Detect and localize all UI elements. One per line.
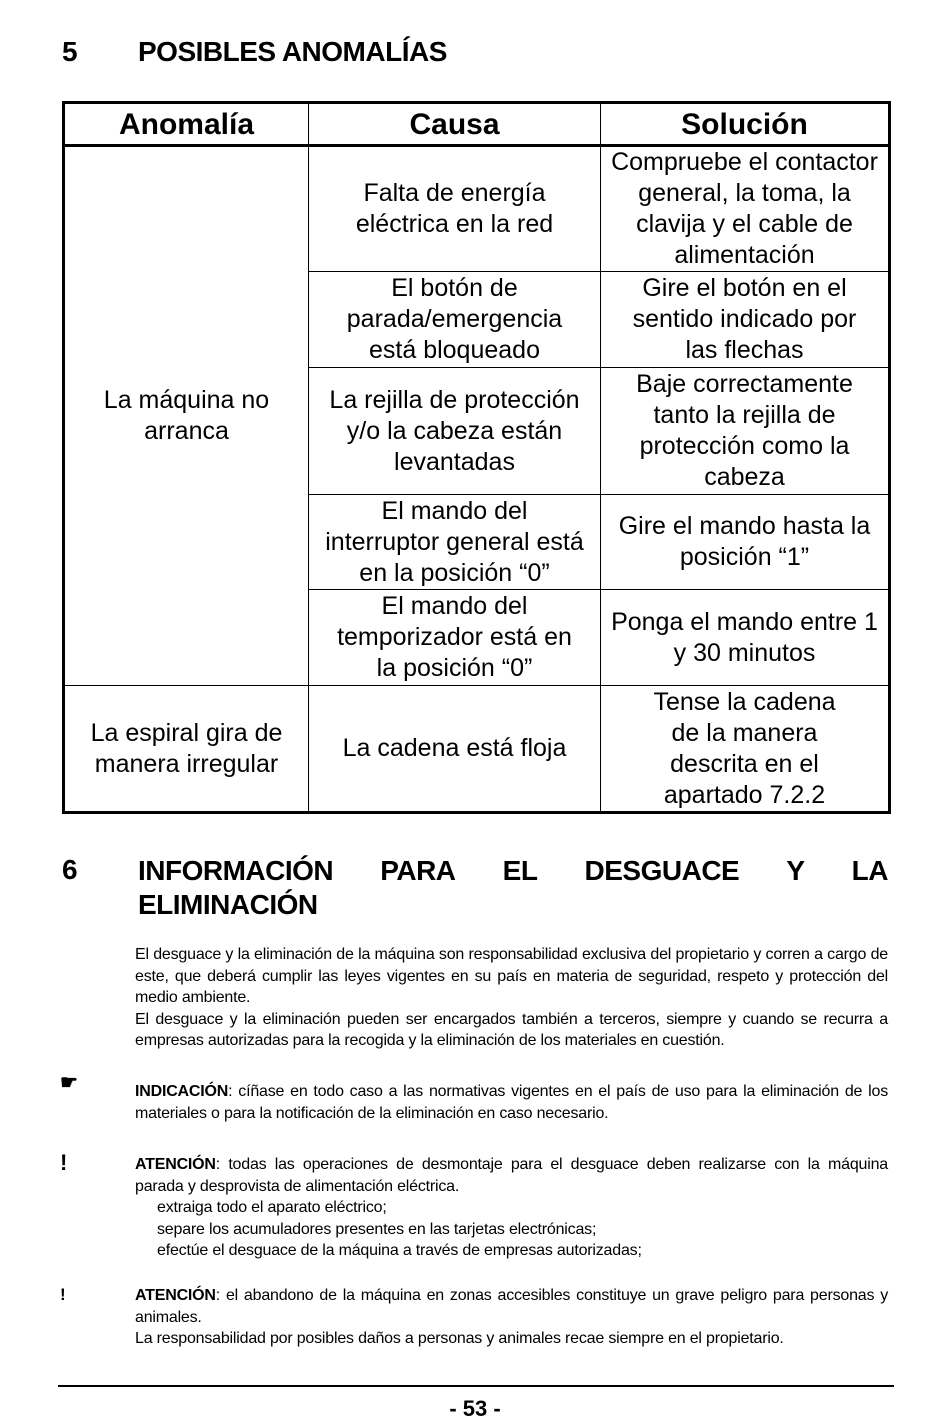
cause-cell: La cadena está floja [309,686,601,813]
cause-cell: El botón de parada/emergencia está bloqueado [309,272,601,368]
page-number: - 53 - [449,1396,501,1421]
warning-paragraph [135,1285,888,1350]
exclamation-icon: ! [60,1285,66,1304]
section-title: POSIBLES ANOMALÍAS [138,36,447,67]
column-header: Solución [601,103,890,146]
note-text: : cíñase en todo caso a las normativas vigentes en el país de uso para la eliminación de los materiales o para la notificación de la eliminación en caso necesario. [135,1083,888,1122]
table-header-row [64,103,890,146]
cause-cell: El mando del interruptor general está en la posición “0” [309,495,601,590]
solution-cell: Compruebe el contactor general, la toma, la clavija y el cable de alimentación [601,146,890,272]
table-row [64,146,890,272]
solution-cell: Gire el botón en el sentido indicado por las flechas [601,272,890,368]
note-paragraph [135,1081,888,1124]
column-header: Anomalía [64,103,309,146]
warning-text: : todas las operaciones de desmontaje para el desguace deben realizarse con la máquina parada y desprovista de alimentación eléctrica. [135,1156,888,1195]
warning-label: ATENCIÓN [135,1287,216,1304]
list-item: separe los acumuladores presentes en las tarjetas electrónicas; [157,1220,597,1238]
warning-paragraph [135,1154,888,1262]
warning-label: ATENCIÓN [135,1156,216,1173]
section-number: 5 [62,36,78,67]
anomaly-cell: La espiral gira de manera irregular [64,686,309,813]
column-header: Causa [309,103,601,146]
paragraph-text: El desguace y la eliminación pueden ser encargados también a terceros, siempre y cuando se recurra a empresas autorizadas para la recogida y la eliminación de los materiales en cuestión. [135,1010,888,1049]
solution-cell: Ponga el mando entre 1 y 30 minutos [601,590,890,686]
paragraph-text: El desguace y la eliminación de la máquina son responsabilidad exclusiva del propietario y corren a cargo de este, que deberá cumplir las leyes vigentes en su país en materia de seguridad, respeto y protección del medio ambiente. [135,946,888,1006]
table-row [64,686,890,813]
section-number: 6 [62,854,78,885]
cause-cell: Falta de energía eléctrica en la red [309,146,601,272]
title-word: DESGUACE [584,855,740,886]
title-word: LA [851,855,888,886]
solution-cell: Gire el mando hasta la posición “1” [601,495,890,590]
title-word: EL [502,855,538,886]
cause-cell: La rejilla de protección y/o la cabeza están levantadas [309,368,601,495]
title-word: INFORMACIÓN [138,855,334,886]
list-item: efectúe el desguace de la máquina a través de empresas autorizadas; [157,1242,642,1259]
section-title [138,854,888,922]
title-word: Y [786,855,805,886]
anomalies-table [62,101,891,814]
exclamation-icon: ! [60,1150,68,1175]
footer-divider [58,1385,894,1387]
warning-text: : el abandono de la máquina en zonas accesibles constituye un grave peligro para personas y animales. [135,1287,888,1326]
anomaly-cell: La máquina no arranca [64,146,309,686]
solution-cell: Baje correctamente tanto la rejilla de protección como la cabeza [601,368,890,495]
warning-extra-text: La responsabilidad por posibles daños a personas y animales recae siempre en el propietario. [135,1330,784,1347]
solution-cell: Tense la cadena de la manera descrita en el apartado 7.2.2 [601,686,890,813]
list-item: extraiga todo el aparato eléctrico; [157,1199,387,1216]
pointing-hand-icon: ☛ [60,1072,78,1094]
title-word: PARA [380,855,456,886]
title-line-2: ELIMINACIÓN [138,889,318,920]
cause-cell: El mando del temporizador está en la posición “0” [309,590,601,686]
note-label: INDICACIÓN [135,1083,229,1100]
disposal-paragraph [135,944,888,1052]
